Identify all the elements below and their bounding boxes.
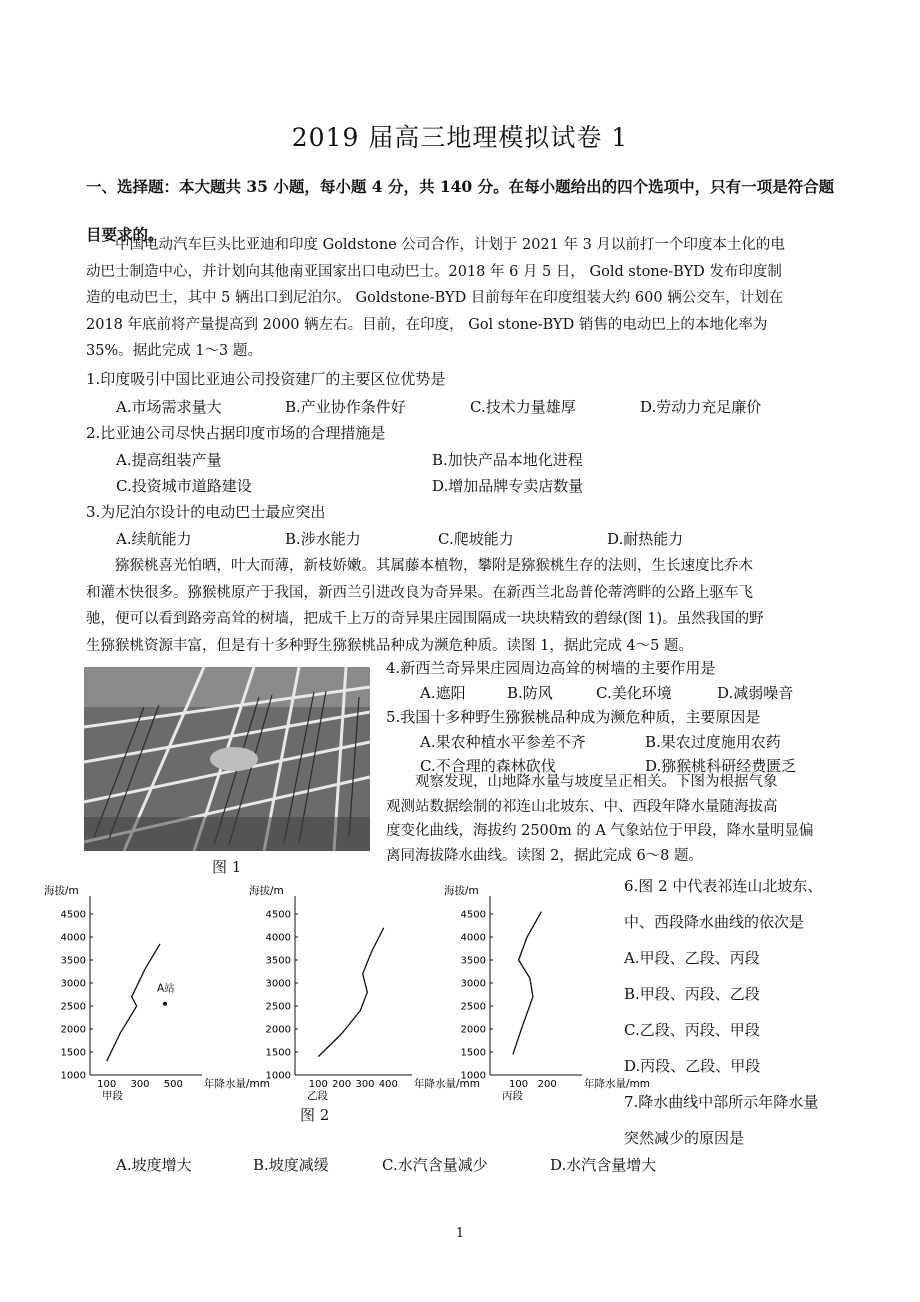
- q7-stem-line: 7.降水曲线中部所示年降水量: [624, 1093, 819, 1111]
- y-tick-label: 2500: [60, 1001, 86, 1013]
- q1-option-a: A.市场需求量大: [116, 398, 222, 416]
- chart-bing: [444, 884, 650, 1102]
- orchard-aerial-image: [84, 667, 370, 851]
- station-a-label: A站: [157, 982, 175, 995]
- q2-option-c: C.投资城市道路建设: [116, 477, 252, 495]
- question-3: 3.为尼泊尔设计的电动巴士最应突出: [86, 503, 326, 521]
- q3-option-d: D.耐热能力: [607, 530, 684, 548]
- x-tick-label: 200: [332, 1079, 352, 1090]
- precipitation-curve: [513, 912, 542, 1055]
- q7-option-c: C.水汽含量减少: [382, 1156, 488, 1174]
- passage-line: 中国电动汽车巨头比亚迪和印度 Goldstone 公司合作，计划于 2021 年 3 月以前打一个印度本土化的电: [115, 237, 785, 253]
- y-tick-label: 4500: [265, 909, 291, 921]
- y-tick-label: 3000: [265, 978, 291, 990]
- q7-option-d: D.水汽含量增大: [550, 1156, 657, 1174]
- y-tick-label: 3500: [460, 955, 486, 967]
- y-tick-label: 2500: [460, 1001, 486, 1013]
- passage-line: 生猕猴桃资源丰富，但是有十多种野生猕猴桃品种成为濒危种质。读图 1，据此完成 4～5 题。: [86, 637, 693, 654]
- y-tick-label: 1500: [460, 1047, 486, 1059]
- y-tick-label: 4000: [265, 932, 291, 944]
- x-tick-label: 100: [97, 1079, 117, 1090]
- y-tick-label: 2000: [265, 1024, 291, 1036]
- q4-option-d: D.减弱噪音: [717, 684, 794, 702]
- x-axis-label: 年降水量/mm: [204, 1078, 270, 1090]
- page-number: 1: [455, 1226, 465, 1241]
- x-tick-label: 400: [378, 1079, 398, 1090]
- q1-option-b: B.产业协作条件好: [285, 398, 406, 416]
- q5-option-d: D.猕猴桃科研经费匮乏: [645, 757, 797, 775]
- y-tick-label: 3500: [265, 955, 291, 967]
- question-2: 2.比亚迪公司尽快占据印度市场的合理措施是: [86, 424, 386, 442]
- y-tick-label: 1000: [60, 1070, 86, 1082]
- q1-option-c: C.技术力量雄厚: [470, 398, 576, 416]
- q2-option-a: A.提高组装产量: [116, 451, 222, 469]
- q6-option-d: D.丙段、乙段、甲段: [624, 1057, 761, 1075]
- figure-1-caption: 图 1: [212, 858, 242, 876]
- y-tick-label: 2000: [460, 1024, 486, 1036]
- question-6: [624, 868, 822, 1156]
- q7-stem-line: 突然减少的原因是: [624, 1129, 745, 1147]
- q4-option-b: B.防风: [507, 684, 553, 702]
- y-axis-label: 海拔/m: [249, 885, 284, 897]
- x-tick-label: 500: [163, 1079, 183, 1090]
- y-tick-label: 4000: [60, 932, 86, 944]
- y-tick-label: 2500: [265, 1001, 291, 1013]
- passage-line: 度变化曲线，海拔约 2500m 的 A 气象站位于甲段，降水量明显偏: [386, 823, 814, 839]
- q1-option-d: D.劳动力充足廉价: [640, 398, 762, 416]
- q6-option-a: A.甲段、乙段、丙段: [624, 949, 760, 967]
- passage-1: [86, 232, 846, 365]
- q6-stem-line: 中、西段降水曲线的依次是: [624, 913, 805, 931]
- y-axis-label: 海拔/m: [444, 885, 479, 897]
- segment-label: 甲段: [102, 1090, 123, 1102]
- q7-option-b: B.坡度减缓: [253, 1156, 329, 1174]
- y-axis-label: 海拔/m: [44, 885, 79, 897]
- x-tick-label: 300: [130, 1079, 150, 1090]
- segment-label: 丙段: [502, 1090, 523, 1102]
- passage-2: [86, 553, 846, 659]
- q6-option-c: C.乙段、丙段、甲段: [624, 1021, 760, 1039]
- passage-line: 造的电动巴士，其中 5 辆出口到尼泊尔。 Goldstone-BYD 目前每年在印度组装大约 600 辆公交车，计划在: [86, 290, 784, 306]
- x-axis-label: 年降水量/mm: [584, 1078, 650, 1090]
- y-tick-label: 4000: [460, 932, 486, 944]
- passage-line: 观测站数据绘制的祁连山北坡东、中、西段年降水量随海拔高: [386, 798, 778, 815]
- segment-label: 乙段: [307, 1090, 328, 1102]
- chart-yi: [249, 884, 480, 1102]
- question-5: 5.我国十多种野生猕猴桃品种成为濒危种质，主要原因是: [386, 708, 761, 726]
- q3-option-c: C.爬坡能力: [438, 530, 514, 548]
- q5-option-c: C.不合理的森林砍伐: [420, 757, 556, 775]
- y-tick-label: 3500: [60, 955, 86, 967]
- q3-option-a: A.续航能力: [116, 530, 192, 548]
- question-1: 1.印度吸引中国比亚迪公司投资建厂的主要区位优势是: [86, 370, 446, 388]
- page-title: 2019 届高三地理模拟试卷 1: [291, 123, 629, 152]
- x-tick-label: 200: [537, 1079, 557, 1090]
- x-tick-label: 100: [308, 1079, 328, 1090]
- x-axis-label: 年降水量/mm: [414, 1078, 480, 1090]
- passage-line: 离同海拔降水曲线。读图 2，据此完成 6～8 题。: [386, 847, 704, 864]
- q5-option-b: B.果农过度施用农药: [645, 733, 781, 751]
- passage-line: 和灌木快很多。猕猴桃原产于我国，新西兰引进改良为奇异果。在新西兰北岛普伦蒂湾畔的公路上驱车飞: [86, 584, 753, 601]
- section-heading: 一、选择题：本大题共 35 小题，每小题 4 分，共 140 分。在每小题给出的四个选项中，只有一项是符合题目要求的。: [86, 177, 835, 244]
- q5-option-a: A.果农种植水平参差不齐: [420, 733, 586, 751]
- passage-line: 2018 年底前将产量提高到 2000 辆左右。目前，在印度， Gol stone-BYD 销售的电动巴上的本地化率为: [86, 316, 768, 333]
- y-tick-label: 2000: [60, 1024, 86, 1036]
- q6-stem-line: 6.图 2 中代表祁连山北坡东、: [624, 877, 823, 895]
- q2-option-b: B.加快产品本地化进程: [432, 451, 583, 469]
- y-tick-label: 1500: [265, 1047, 291, 1059]
- y-tick-label: 3000: [60, 978, 86, 990]
- figure-2-caption: 图 2: [300, 1106, 330, 1124]
- station-a-point: [163, 1002, 167, 1006]
- y-tick-label: 1000: [460, 1070, 486, 1082]
- passage-line: 35%。据此完成 1～3 题。: [86, 343, 262, 359]
- chart-jia: [44, 884, 270, 1102]
- passage-line: 观察发现，山地降水量与坡度呈正相关。下图为根据气象: [415, 774, 778, 790]
- precipitation-curve: [107, 944, 160, 1061]
- y-tick-label: 4500: [460, 909, 486, 921]
- passage-line: 驰，便可以看到路旁高耸的树墙，把成千上万的奇异果庄园围隔成一块块精致的碧绿(图 1)。虽然我国的野: [86, 611, 764, 627]
- y-tick-label: 4500: [60, 909, 86, 921]
- precipitation-curve: [318, 928, 383, 1057]
- q6-option-b: B.甲段、丙段、乙段: [624, 985, 760, 1003]
- x-tick-label: 100: [509, 1079, 529, 1090]
- y-tick-label: 1000: [265, 1070, 291, 1082]
- q2-option-d: D.增加品牌专卖店数量: [432, 477, 584, 495]
- passage-line: 动巴士制造中心，并计划向其他南亚国家出口电动巴士。2018 年 6 月 5 日， Gold stone-BYD 发布印度制: [86, 263, 782, 280]
- figure-1-photo: [84, 667, 370, 851]
- passage-3: [386, 770, 832, 868]
- y-tick-label: 1500: [60, 1047, 86, 1059]
- question-4: 4.新西兰奇异果庄园周边高耸的树墙的主要作用是: [386, 659, 716, 677]
- q3-option-b: B.涉水能力: [285, 530, 361, 548]
- figure-2-charts: [40, 882, 650, 1122]
- q4-option-c: C.美化环境: [596, 684, 672, 702]
- y-tick-label: 3000: [460, 978, 486, 990]
- x-tick-label: 300: [355, 1079, 375, 1090]
- q4-option-a: A.遮阳: [420, 684, 466, 702]
- passage-line: 猕猴桃喜光怕晒，叶大而薄，新枝娇嫩。其属藤本植物，攀附是猕猴桃生存的法则，生长速度比乔木: [115, 558, 753, 574]
- q7-option-a: A.坡度增大: [116, 1156, 192, 1174]
